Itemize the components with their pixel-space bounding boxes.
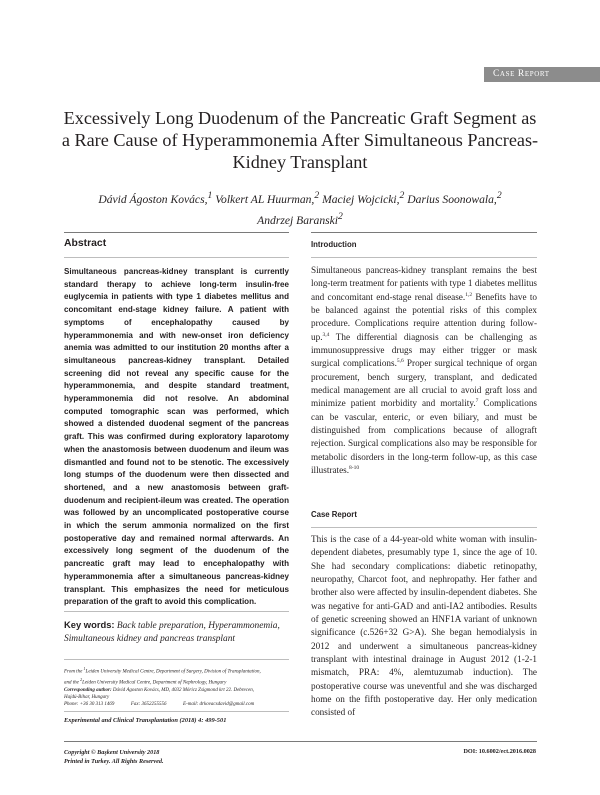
citation: 1,2 [465, 291, 473, 298]
affiliation-mark: 2 [399, 190, 405, 201]
footnote-affiliation-1: Leiden University Medical Centre, Department of Surgery, Division of Transplantation, [85, 669, 261, 675]
abstract-divider [64, 257, 289, 258]
intro-sentence: Simultaneous pancreas-kidney transplant remains the best long-term treatment for patients with type 1 diabetes mellitus and concomitant end-stage renal disease. [311, 265, 537, 302]
intro-sentence: Complications can be vascular, enteric, or even biliary, and must be distinguished from complications because of allograft rejection. Surgical complications also may be responsible for metabolic disorders in the long-term follow-up, as this case illustrates. [311, 398, 537, 476]
introduction-text [311, 264, 537, 478]
intro-sentence: Benefits have to be balanced against the potential risks of this complex procedure. Complications require attention during follow-up. [311, 291, 537, 342]
intro-sentence: The differential diagnosis can be challenging as immunosuppressive drugs may either trigger or mask surgical complications. [311, 331, 537, 369]
affiliation-mark: 2 [338, 210, 343, 222]
citation: 3,4 [322, 331, 330, 338]
abstract-text: Simultaneous pancreas-kidney transplant is currently standard therapy to achieve long-term insulin-free euglycemia in patients with type 1 diabetes mellitus and concomitant end-stage kidney failure. A patient with symptoms of encephalopathy caused by hyperammonemia and with new-onset iron deficiency anemia was admitted to our institution 20 months after a simultaneous pancreas-kidney transplant. Detailed screening did not reveal any specific cause for the hyperammonemia, and despite standard treatment, hyperammonemia did not resolve. An abdominal computed tomographic scan was performed, which showed a distended duodenal segment of the pancreas graft. This was confirmed during exploratory laparotomy when the anastomosis between duodenum and ileum was dismantled and found not to be stenotic. The excessively long stumps of the duodenum were then dissected and shortened, and a new anastomosis between graft-duodenum and recipient-ileum was created. The operation was followed by an uncomplicated postoperative course in which the serum ammonia normalized on the first postoperative day and remained normal afterwards. An excessively long segment of the duodenum of the pancreatic graft may lead to encephalopathy with hyperammonemia after a simultaneous pancreas-kidney transplant. This emphasizes the need for meticulous preparation of the graft to avoid this complication. [64, 267, 289, 607]
footnote-fax: Fax: 3652255556 [130, 701, 167, 707]
affiliation-mark: 2 [314, 190, 320, 201]
doi: DOI: 10.6002/ect.2016.0028 [463, 748, 536, 755]
case-report-heading: Case Report [311, 510, 357, 519]
keywords-divider [64, 611, 289, 612]
citation: 5,6 [396, 358, 404, 365]
footnote-email: E-mail: drkovacsdavid@gmail.com [183, 701, 255, 707]
footnote-affiliation-2: Leiden University Medical Centre, Department of Nephrology, Hungary [82, 680, 227, 686]
affiliation-mark: 2 [496, 190, 502, 201]
introduction-heading: Introduction [311, 240, 357, 249]
footnote-and: and the [64, 680, 79, 686]
citation: 7 [475, 398, 479, 405]
case-report-divider [311, 527, 537, 528]
footnote-address: Hajdú-Bihar, Hungary [64, 694, 110, 700]
section-tag: Case Report [484, 67, 600, 82]
footer-divider [64, 741, 537, 742]
footnote-from: From the [64, 669, 83, 675]
footnotes: From the $^1$Leiden University Medical Centre, Department of Surgery, Division of Transplantation, and the $^2$Leiden University Medical Centre, Department of Nephrology, Hungary Corresponding author: Dávid Ágoston Kovács, MD, 4032 Móricz Zsigmond krt 22. Debrecen, Hajdú-Bihar, Hungary Phone: +36 30 313 1469 Fax: 3652255556 E-mail: drkovacsdavid@gmail.com [64, 665, 289, 708]
header-divider-right [311, 232, 537, 233]
affiliation-mark: 1 [207, 190, 213, 201]
author: Darius Soonowala, [407, 192, 497, 206]
footnote-corr-label: Corresponding author: [64, 687, 112, 693]
journal-citation: Experimental and Clinical Transplantation (2018) 4: 499-501 [64, 717, 227, 724]
header-divider-left [64, 232, 289, 233]
keywords [64, 618, 289, 646]
introduction-divider [311, 257, 537, 258]
copyright: Copyright © Başkent University 2018 [64, 749, 160, 756]
author: Andrzej Baranski [257, 213, 338, 227]
keywords-label: Key words: [64, 619, 115, 630]
case-report-text: This is the case of a 44-year-old white woman with insulin-dependent diabetes, presumably type 1, since the age of 10. She had secondary complications: diabetic retinopathy, neuropathy, Charcot foot, and nephropathy. Her father and brother also were affected by insulin-dependent diabetes. She was negative for anti-GAD and anti-IA2 antibodies. Results of genetic screening showed an HNF1A variant of unknown significance (c.526+32 G>A). She began hemodialysis in 2012 and underwent a simultaneous pancreas-kidney transplant with intestinal drainage in August 2012 (1-2-1 mismatch, PRA: 4%, alemtuzumab induction). The postoperative course was uneventful and she was discharged home on the fifth postoperative day. Her only medication consisted of [311, 534, 537, 718]
author-list [75, 187, 525, 229]
printed-notice: Printed in Turkey. All Rights Reserved. [64, 758, 164, 765]
citation: 8-10 [349, 465, 360, 472]
article-title: Excessively Long Duodenum of the Pancreatic Graft Segment as a Rare Cause of Hyperammonemia After Simultaneous Pancreas-Kidney Transplant [61, 108, 539, 172]
author: Maciej Wojcicki, [322, 192, 400, 206]
footnote-corr-text: Dávid Ágoston Kovács, MD, 4032 Móricz Zsigmond krt 22. Debrecen, [112, 687, 254, 693]
abstract-heading: Abstract [64, 238, 107, 249]
journal-divider [64, 711, 289, 712]
author: Dávid Ágoston Kovács, [98, 192, 208, 206]
footnote-divider [64, 659, 289, 660]
keywords-text: Back table preparation, Hyperammonemia, Simultaneous kidney and pancreas transplant [64, 621, 280, 644]
footnote-phone: Phone: +36 30 313 1469 [64, 701, 115, 707]
author: Volkert AL Huurman, [215, 192, 315, 206]
copyright-block [64, 748, 164, 766]
intro-sentence: Proper surgical technique of organ procurement, bench surgery, transplant, and dedicated medical management are all crucial to avoid graft loss and minimize patient morbidity and mortality. [311, 358, 538, 409]
